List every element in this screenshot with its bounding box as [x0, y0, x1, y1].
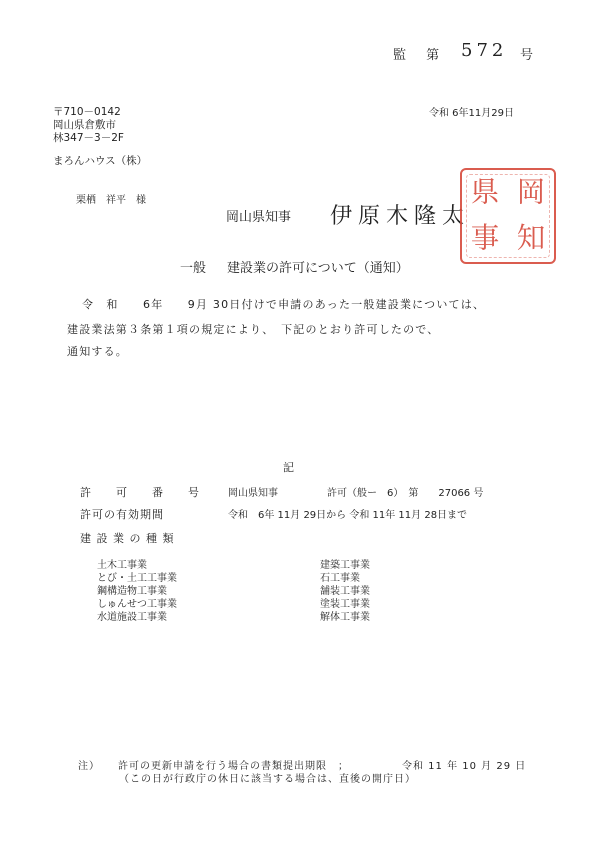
doc-number-suffix: 号 — [520, 48, 534, 63]
business-type-left: とび・土工工事業 — [97, 573, 177, 584]
body-line-3: 通知する。 — [67, 345, 128, 358]
business-type-right: 建築工事業 — [320, 560, 370, 571]
business-type-right: 舗装工事業 — [320, 586, 370, 597]
validity-value: 令和 6年 11月 29日から 令和 11年 11月 28日まで — [228, 510, 468, 521]
recipient-postal-code: 〒710－0142 — [53, 106, 121, 118]
business-types-label: 建 設 業 の 種 類 — [80, 532, 175, 545]
subject-title: 建設業の許可について（通知） — [227, 261, 409, 276]
business-type-left: 土木工事業 — [97, 560, 147, 571]
subject-prefix: 一般 — [180, 261, 207, 276]
body-line-1: 令 和 6年 9月 30日付けで申請のあった一般建設業については、 — [82, 298, 486, 311]
note-parenthetical: （この日が行政庁の休日に該当する場合は、直後の開庁日） — [119, 774, 416, 785]
doc-number-value: 572 — [461, 40, 508, 61]
validity-label: 許可の有効期間 — [80, 508, 164, 521]
business-type-right: 石工事業 — [320, 573, 360, 584]
business-type-left: 鋼構造物工事業 — [97, 586, 167, 597]
business-type-left: しゅんせつ工事業 — [97, 599, 177, 610]
seal-char: 事 — [470, 221, 500, 256]
recipient-address-city: 岡山県倉敷市 — [53, 119, 116, 131]
seal-char: 岡 — [516, 175, 546, 210]
recipient-company: まろんハウス（株） — [53, 155, 148, 167]
recipient-person: 栗栖 祥平 様 — [76, 195, 146, 206]
business-type-right: 塗装工事業 — [320, 599, 370, 610]
permit-number-office: 岡山県知事 — [228, 488, 278, 499]
business-type-left: 水道施設工事業 — [97, 612, 167, 623]
doc-number-label: 監 第 — [393, 48, 448, 63]
body-line-2: 建設業法第３条第１項の規定により、 下記のとおり許可したので、 — [67, 323, 440, 336]
issuer-name: 伊原木隆太 — [330, 204, 471, 229]
permit-number-label: 許 可 番 号 — [80, 486, 200, 499]
note-deadline: 令和 11 年 10 月 29 日 — [402, 761, 527, 772]
business-type-right: 解体工事業 — [320, 612, 370, 623]
seal-char: 県 — [470, 175, 500, 210]
ki-heading: 記 — [283, 461, 294, 474]
note-text: 許可の更新申請を行う場合の書類提出期限 ； — [118, 761, 349, 772]
seal-char: 知 — [516, 221, 546, 256]
permit-number-value: 許可（般ー 6） 第 27066 号 — [327, 488, 484, 499]
note-label: 注） — [78, 761, 100, 772]
issuer-office: 岡山県知事 — [226, 210, 292, 225]
issue-date: 令和 6年11月29日 — [429, 108, 514, 119]
recipient-address-street: 林347－3－2F — [53, 132, 124, 144]
official-seal — [460, 168, 556, 264]
